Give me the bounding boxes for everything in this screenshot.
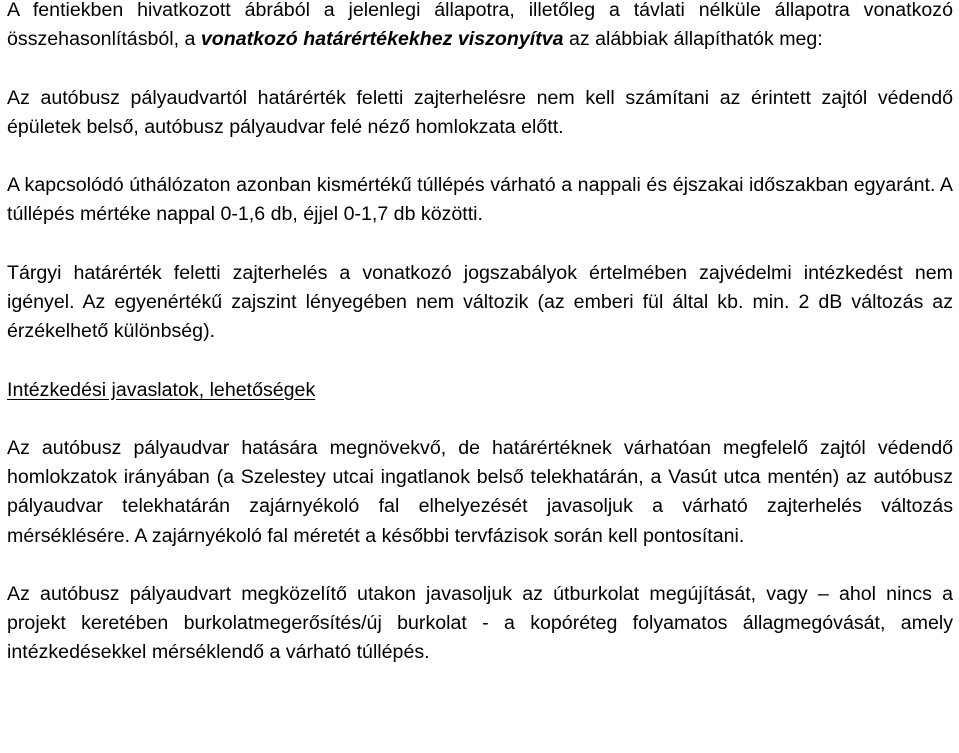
paragraph-comparison-intro-end: az alábbiak állapíthatók meg:: [563, 28, 823, 51]
paragraph-road-network-exceedance: A kapcsolódó úthálózaton azonban kismértékű túllépés várható a nappali és éjszakai időszakban egyaránt. A túllépés mértéke nappal 0-1,6 db, éjjel 0-1,7 db közötti.: [7, 174, 953, 226]
paragraph-noise-barrier: Az autóbusz pályaudvar hatására megnövekvő, de határértéknek várhatóan megfelelő zajtól védendő homlokzatok irányában (a Szelestey utcai ingatlanok belső telekhatárán, a Vasút utca mentén) az autóbusz pályaudvar telekhatárán zajárnyékoló fal elhelyezését javasoljuk a várható zajterhelés változás mérséklésére. A zajárnyékoló fal méretét a későbbi tervfázisok során kell pontosítani.: [7, 436, 953, 547]
document-page: [7, 0, 953, 668]
paragraph-comparison-intro: [7, 0, 953, 54]
emphasis-limit-values: vonatkozó határértékekhez viszonyítva: [200, 28, 564, 51]
paragraph-comparison-intro-text: A fentiekben hivatkozott ábrából a jelenlegi állapotra, illetőleg a távlati nélküle állapotra vonatkozó összehasonlításból, a: [7, 0, 953, 51]
paragraph-no-measure-needed: Tárgyi határérték feletti zajterhelés a vonatkozó jogszabályok értelmében zajvédelmi intézkedést nem igényel. Az egyenértékű zajszint lényegében nem változik (az emberi fül által kb. min. 2 dB változás az érzékelhető különbség).: [7, 261, 953, 343]
paragraph-bus-station-noise: Az autóbusz pályaudvartól határérték feletti zajterhelésre nem kell számítani az érintett zajtól védendő épületek belső, autóbusz pályaudvar felé néző homlokzata előtt.: [7, 86, 953, 138]
section-heading-measures: Intézkedési javaslatok, lehetőségek: [7, 378, 316, 401]
paragraph-road-surface: Az autóbusz pályaudvart megközelítő utakon javasoljuk az útburkolat megújítását, vagy – ahol nincs a projekt keretében burkolatmegerősítés/új burkolat - a kopóréteg folyamatos állagmegóvását, amely intézkedésekkel mérséklendő a várható túllépés.: [7, 582, 953, 664]
